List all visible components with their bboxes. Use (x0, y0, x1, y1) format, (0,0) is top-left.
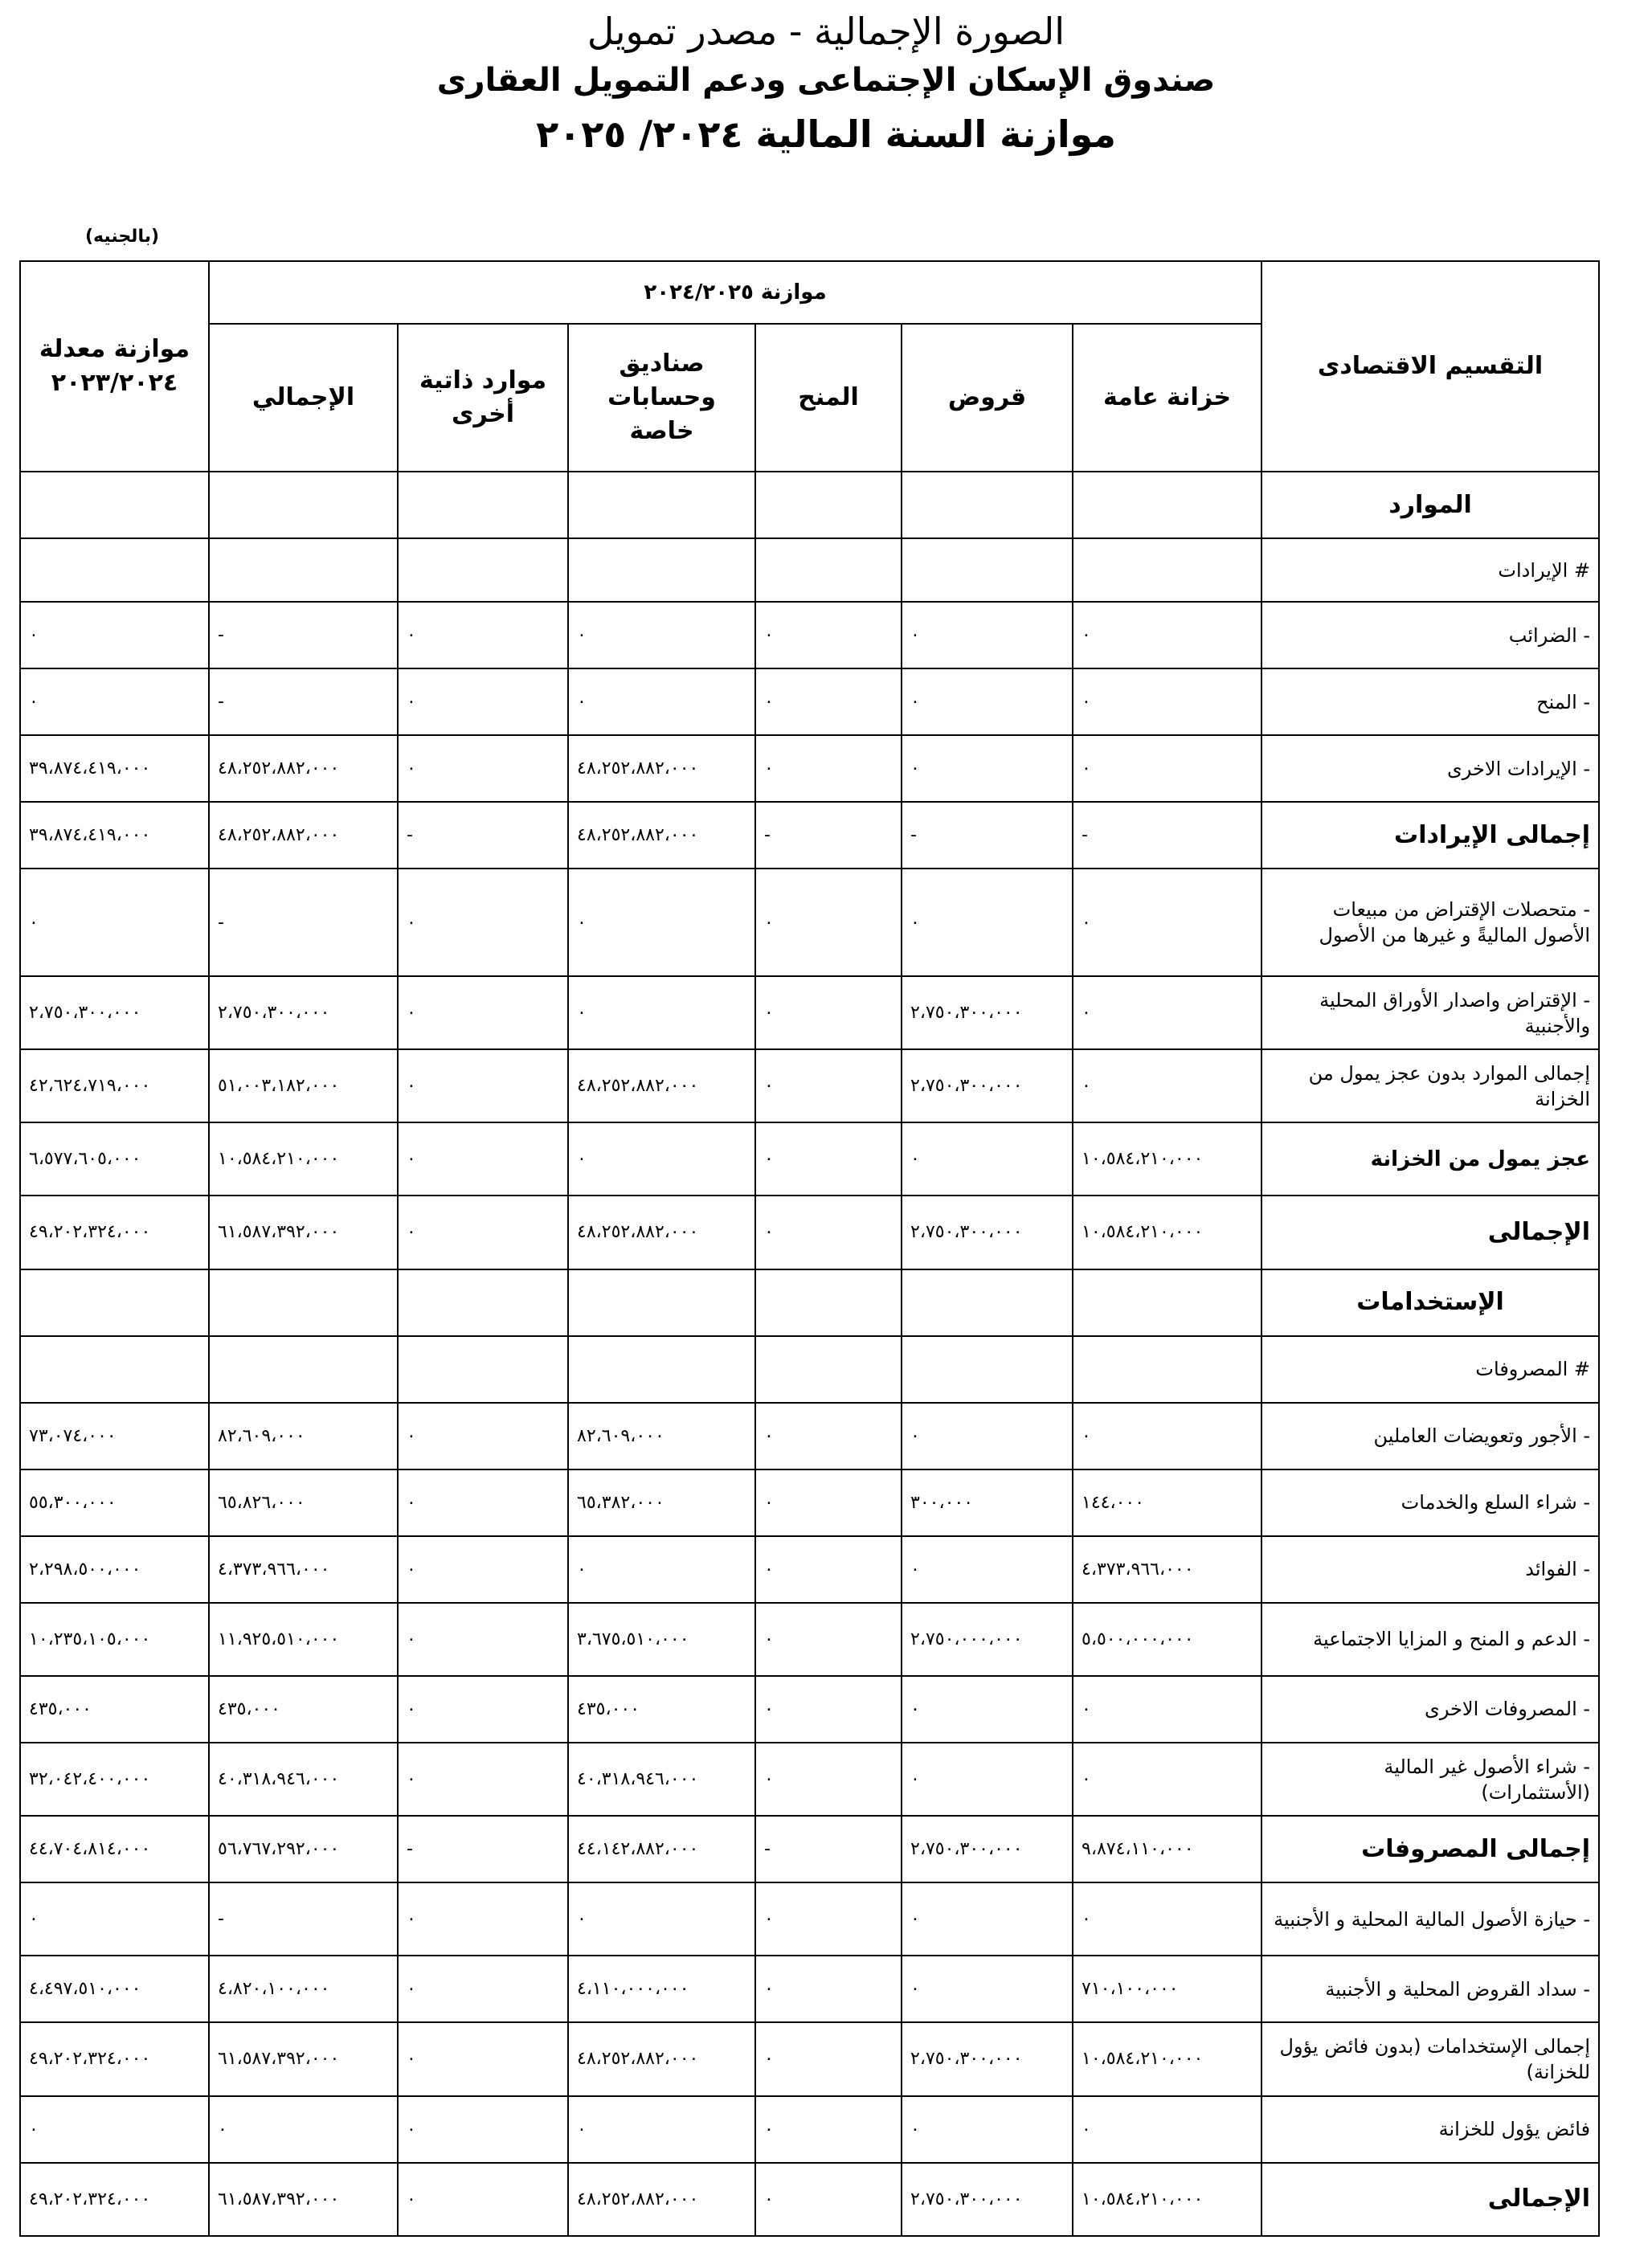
value-cell: ٢،٧٥٠،٣٠٠،٠٠٠ (902, 1049, 1073, 1122)
table-row (20, 1956, 1599, 2022)
value-cell (20, 472, 209, 538)
value-cell (755, 1336, 902, 1403)
table-row (20, 2163, 1599, 2236)
value-cell: ٤٨،٢٥٢،٨٨٢،٠٠٠ (568, 1049, 755, 1122)
value-cell: ٤٢،٦٢٤،٧١٩،٠٠٠ (20, 1049, 209, 1122)
header-total: الإجمالي (209, 324, 398, 472)
value-cell: ٠ (568, 2096, 755, 2163)
value-cell (755, 472, 902, 538)
value-cell: ٢،٢٩٨،٥٠٠،٠٠٠ (20, 1536, 209, 1603)
value-cell: ٠ (568, 668, 755, 735)
value-cell: ٠ (398, 1536, 568, 1603)
value-cell: ٠ (398, 1882, 568, 1956)
value-cell: ٤٨،٢٥٢،٨٨٢،٠٠٠ (568, 735, 755, 802)
value-cell: ٩،٨٧٤،١١٠،٠٠٠ (1073, 1816, 1261, 1882)
value-cell: ٠ (398, 1743, 568, 1816)
row-label: - المصروفات الاخرى (1261, 1676, 1599, 1743)
value-cell: ٠ (398, 2096, 568, 2163)
value-cell: ٠ (398, 1676, 568, 1743)
title-line-2: صندوق الإسكان الإجتماعى ودعم التمويل العقارى (436, 62, 1216, 99)
row-label: - الضرائب (1261, 602, 1599, 668)
value-cell: ٠ (902, 1536, 1073, 1603)
row-label: الإستخدامات (1261, 1269, 1599, 1336)
value-cell: ٠ (755, 1676, 902, 1743)
value-cell: ٠ (398, 1196, 568, 1269)
row-label: - شراء السلع والخدمات (1261, 1469, 1599, 1536)
value-cell: ٠ (1073, 668, 1261, 735)
value-cell: ١٠،٥٨٤،٢١٠،٠٠٠ (1073, 2022, 1261, 2095)
value-cell: ٢،٧٥٠،٣٠٠،٠٠٠ (209, 976, 398, 1049)
value-cell (209, 1269, 398, 1336)
value-cell: ٠ (20, 1882, 209, 1956)
row-label: إجمالى المصروفات (1261, 1816, 1599, 1882)
value-cell (1073, 1269, 1261, 1336)
value-cell: ٦٥،٣٨٢،٠٠٠ (568, 1469, 755, 1536)
value-cell: ٠ (398, 2163, 568, 2236)
value-cell: ٦١،٥٨٧،٣٩٢،٠٠٠ (209, 1196, 398, 1269)
value-cell: ٠ (398, 1122, 568, 1196)
header-general-treasury: خزانة عامة (1073, 324, 1261, 472)
value-cell (1073, 472, 1261, 538)
table-row (20, 668, 1599, 735)
table-row (20, 1676, 1599, 1743)
value-cell: ٠ (568, 976, 755, 1049)
value-cell: ٠ (1073, 976, 1261, 1049)
value-cell: ٤٤،١٤٢،٨٨٢،٠٠٠ (568, 1816, 755, 1882)
value-cell: ٦١،٥٨٧،٣٩٢،٠٠٠ (209, 2163, 398, 2236)
value-cell: ٠ (755, 668, 902, 735)
table-row (20, 1816, 1599, 1882)
value-cell (398, 538, 568, 602)
value-cell: ٠ (755, 2022, 902, 2095)
value-cell: ٢،٧٥٠،٣٠٠،٠٠٠ (902, 1196, 1073, 1269)
value-cell: ١٠،٥٨٤،٢١٠،٠٠٠ (1073, 2163, 1261, 2236)
table-row (20, 1536, 1599, 1603)
row-label: - الدعم و المنح و المزايا الاجتماعية (1261, 1603, 1599, 1676)
value-cell: ٠ (902, 1403, 1073, 1469)
value-cell: ١٠،٥٨٤،٢١٠،٠٠٠ (1073, 1196, 1261, 1269)
value-cell: ٠ (20, 668, 209, 735)
document-title (0, 6, 1652, 164)
row-label: # الإيرادات (1261, 538, 1599, 602)
value-cell: ٤،١١٠،٠٠٠،٠٠٠ (568, 1956, 755, 2022)
table-row (20, 1743, 1599, 1816)
value-cell (20, 1336, 209, 1403)
row-label: الإجمالى (1261, 2163, 1599, 2236)
row-label: - متحصلات الإقتراض من مبيعات الأصول الماليةً و غيرها من الأصول (1261, 869, 1599, 976)
title-line-3: موازنة السنة المالية ٢٠٢٤/ ٢٠٢٥ (536, 112, 1116, 156)
table-row (20, 2096, 1599, 2163)
value-cell: ٠ (902, 1956, 1073, 2022)
value-cell (902, 472, 1073, 538)
value-cell: ٠ (398, 735, 568, 802)
value-cell (568, 472, 755, 538)
header-funds: صناديق وحسابات خاصة (568, 324, 755, 472)
value-cell: ٠ (20, 2096, 209, 2163)
value-cell: ٤٨،٢٥٢،٨٨٢،٠٠٠ (209, 802, 398, 869)
value-cell: ٠ (1073, 1676, 1261, 1743)
budget-table (19, 260, 1600, 2237)
value-cell: ٠ (755, 602, 902, 668)
title-line-1: الصورة الإجمالية - مصدر تمويل (587, 10, 1065, 53)
table-row (20, 538, 1599, 602)
value-cell: - (398, 802, 568, 869)
header-loans: قروض (902, 324, 1073, 472)
table-row (20, 1049, 1599, 1122)
value-cell (1073, 538, 1261, 602)
value-cell (568, 1336, 755, 1403)
value-cell: ٠ (398, 2022, 568, 2095)
value-cell: ٤٣٥،٠٠٠ (20, 1676, 209, 1743)
value-cell (902, 538, 1073, 602)
value-cell: ٦،٥٧٧،٦٠٥،٠٠٠ (20, 1122, 209, 1196)
row-label: - سداد القروض المحلية و الأجنبية (1261, 1956, 1599, 2022)
value-cell: ٢،٧٥٠،٠٠٠،٠٠٠ (902, 1603, 1073, 1676)
value-cell: ٠ (20, 869, 209, 976)
value-cell (20, 538, 209, 602)
value-cell: ٠ (755, 1469, 902, 1536)
value-cell: ٠ (568, 602, 755, 668)
value-cell (398, 472, 568, 538)
table-row (20, 2022, 1599, 2095)
value-cell (209, 472, 398, 538)
value-cell: ٨٢،٦٠٩،٠٠٠ (209, 1403, 398, 1469)
table-row (20, 1403, 1599, 1469)
value-cell: ٦٥،٨٢٦،٠٠٠ (209, 1469, 398, 1536)
value-cell: ٠ (398, 1956, 568, 2022)
value-cell: ٢،٧٥٠،٣٠٠،٠٠٠ (902, 976, 1073, 1049)
value-cell: ١١،٩٢٥،٥١٠،٠٠٠ (209, 1603, 398, 1676)
value-cell: ٠ (1073, 1743, 1261, 1816)
value-cell: ٠ (398, 1603, 568, 1676)
value-cell: ٠ (398, 668, 568, 735)
value-cell (755, 538, 902, 602)
value-cell: ٤٨،٢٥٢،٨٨٢،٠٠٠ (568, 2163, 755, 2236)
value-cell: ٠ (755, 2096, 902, 2163)
value-cell: ٠ (755, 1196, 902, 1269)
table-row (20, 1882, 1599, 1956)
value-cell: - (209, 869, 398, 976)
value-cell: ٢،٧٥٠،٣٠٠،٠٠٠ (902, 2163, 1073, 2236)
header-revised-budget: موازنة معدلة ٢٠٢٣/٢٠٢٤ (20, 261, 209, 472)
value-cell: ٤٨،٢٥٢،٨٨٢،٠٠٠ (209, 735, 398, 802)
value-cell: ٠ (1073, 735, 1261, 802)
value-cell: ٤٩،٢٠٢،٣٢٤،٠٠٠ (20, 2163, 209, 2236)
value-cell: - (209, 668, 398, 735)
value-cell: ٢،٧٥٠،٣٠٠،٠٠٠ (902, 1816, 1073, 1882)
table-row (20, 1196, 1599, 1269)
value-cell: ٢،٧٥٠،٣٠٠،٠٠٠ (902, 2022, 1073, 2095)
value-cell: ٠ (1073, 1882, 1261, 1956)
value-cell: ٠ (568, 1536, 755, 1603)
value-cell: ٨٢،٦٠٩،٠٠٠ (568, 1403, 755, 1469)
row-label: إجمالى الإستخدامات (بدون فائض يؤول للخزانة) (1261, 2022, 1599, 2095)
table-row (20, 1336, 1599, 1403)
value-cell: ٠ (755, 735, 902, 802)
table-row (20, 472, 1599, 538)
value-cell: ٤٩،٢٠٢،٣٢٤،٠٠٠ (20, 2022, 209, 2095)
value-cell: ٠ (755, 976, 902, 1049)
value-cell: ٠ (1073, 1049, 1261, 1122)
row-label: الموارد (1261, 472, 1599, 538)
row-label: فائض يؤول للخزانة (1261, 2096, 1599, 2163)
value-cell: ٠ (902, 1122, 1073, 1196)
value-cell: ٣،٦٧٥،٥١٠،٠٠٠ (568, 1603, 755, 1676)
value-cell: ٠ (755, 1536, 902, 1603)
value-cell: ٤،٤٩٧،٥١٠،٠٠٠ (20, 1956, 209, 2022)
value-cell: ٠ (902, 2096, 1073, 2163)
header-own-resources: موارد ذاتية أخرى (398, 324, 568, 472)
value-cell (902, 1269, 1073, 1336)
table-row (20, 802, 1599, 869)
value-cell: ٤،٨٢٠،١٠٠،٠٠٠ (209, 1956, 398, 2022)
value-cell: ٤٨،٢٥٢،٨٨٢،٠٠٠ (568, 2022, 755, 2095)
value-cell (902, 1336, 1073, 1403)
value-cell: ٤٩،٢٠٢،٣٢٤،٠٠٠ (20, 1196, 209, 1269)
value-cell: ٤٨،٢٥٢،٨٨٢،٠٠٠ (568, 802, 755, 869)
value-cell: ٠ (1073, 2096, 1261, 2163)
table-row (20, 602, 1599, 668)
value-cell: ٠ (755, 1743, 902, 1816)
value-cell: ٠ (755, 869, 902, 976)
value-cell: ٦١،٥٨٧،٣٩٢،٠٠٠ (209, 2022, 398, 2095)
value-cell: ١٠،٢٣٥،١٠٥،٠٠٠ (20, 1603, 209, 1676)
currency-unit-note: (بالجنيه) (84, 227, 160, 247)
value-cell: ٠ (755, 1956, 902, 2022)
value-cell: - (209, 1882, 398, 1956)
value-cell: ٣٢،٠٤٢،٤٠٠،٠٠٠ (20, 1743, 209, 1816)
value-cell: ٠ (568, 1122, 755, 1196)
row-label: - المنح (1261, 668, 1599, 735)
value-cell: ٤٠،٣١٨،٩٤٦،٠٠٠ (209, 1743, 398, 1816)
value-cell: ٠ (902, 602, 1073, 668)
value-cell: ٥،٥٠٠،٠٠٠،٠٠٠ (1073, 1603, 1261, 1676)
row-label: عجز يمول من الخزانة (1261, 1122, 1599, 1196)
table-row (20, 1269, 1599, 1336)
value-cell: ٥٦،٧٦٧،٢٩٢،٠٠٠ (209, 1816, 398, 1882)
value-cell (568, 538, 755, 602)
value-cell: ٠ (755, 2163, 902, 2236)
value-cell: ٧١٠،١٠٠،٠٠٠ (1073, 1956, 1261, 2022)
value-cell: ٠ (398, 1049, 568, 1122)
value-cell: ٠ (568, 869, 755, 976)
value-cell: ٤٤،٧٠٤،٨١٤،٠٠٠ (20, 1816, 209, 1882)
value-cell (20, 1269, 209, 1336)
value-cell: ١٠،٥٨٤،٢١٠،٠٠٠ (1073, 1122, 1261, 1196)
header-classification: التقسيم الاقتصادى (1261, 261, 1599, 472)
value-cell: ٣٠٠،٠٠٠ (902, 1469, 1073, 1536)
value-cell: ٠ (398, 976, 568, 1049)
row-label: الإجمالى (1261, 1196, 1599, 1269)
value-cell: ٠ (398, 1469, 568, 1536)
value-cell: ٠ (209, 2096, 398, 2163)
value-cell: ٤،٣٧٣،٩٦٦،٠٠٠ (209, 1536, 398, 1603)
header-grants: المنح (755, 324, 902, 472)
value-cell: ٠ (902, 869, 1073, 976)
value-cell: ٠ (902, 735, 1073, 802)
value-cell: ٤٣٥،٠٠٠ (209, 1676, 398, 1743)
value-cell: ٠ (568, 1882, 755, 1956)
value-cell: ٤٨،٢٥٢،٨٨٢،٠٠٠ (568, 1196, 755, 1269)
table-row (20, 869, 1599, 976)
row-label: - الفوائد (1261, 1536, 1599, 1603)
value-cell: ٠ (1073, 602, 1261, 668)
value-cell: ٠ (755, 1049, 902, 1122)
value-cell: ٠ (1073, 1403, 1261, 1469)
value-cell: ٠ (398, 602, 568, 668)
value-cell: ٤٣٥،٠٠٠ (568, 1676, 755, 1743)
table-row (20, 976, 1599, 1049)
value-cell: ٣٩،٨٧٤،٤١٩،٠٠٠ (20, 735, 209, 802)
table-row (20, 1122, 1599, 1196)
value-cell: - (902, 802, 1073, 869)
table-row (20, 1469, 1599, 1536)
value-cell: ١٠،٥٨٤،٢١٠،٠٠٠ (209, 1122, 398, 1196)
value-cell: ٠ (902, 1743, 1073, 1816)
value-cell (398, 1269, 568, 1336)
value-cell: ١٤٤،٠٠٠ (1073, 1469, 1261, 1536)
value-cell: ٠ (1073, 869, 1261, 976)
value-cell: ٠ (755, 1882, 902, 1956)
value-cell: ٤٠،٣١٨،٩٤٦،٠٠٠ (568, 1743, 755, 1816)
table-row (20, 735, 1599, 802)
value-cell: ٤،٣٧٣،٩٦٦،٠٠٠ (1073, 1536, 1261, 1603)
row-label: - الإيرادات الاخرى (1261, 735, 1599, 802)
value-cell: ٠ (20, 602, 209, 668)
value-cell: - (398, 1816, 568, 1882)
value-cell (755, 1269, 902, 1336)
value-cell: ٠ (902, 668, 1073, 735)
value-cell: ٠ (398, 1403, 568, 1469)
row-label: إجمالى الموارد بدون عجز يمول من الخزانة (1261, 1049, 1599, 1122)
value-cell: ٠ (398, 869, 568, 976)
value-cell (398, 1336, 568, 1403)
row-label: - الإقتراض واصدار الأوراق المحلية والأجنبية (1261, 976, 1599, 1049)
value-cell: ٠ (902, 1882, 1073, 1956)
value-cell: ٧٣،٠٧٤،٠٠٠ (20, 1403, 209, 1469)
row-label: - شراء الأصول غير المالية (الأستثمارات) (1261, 1743, 1599, 1816)
value-cell: ٥٥،٣٠٠،٠٠٠ (20, 1469, 209, 1536)
budget-table-body (20, 472, 1599, 2236)
value-cell: ٠ (755, 1122, 902, 1196)
value-cell (209, 538, 398, 602)
value-cell: ٠ (755, 1403, 902, 1469)
value-cell: ٠ (755, 1603, 902, 1676)
row-label: - الأجور وتعويضات العاملين (1261, 1403, 1599, 1469)
header-budget-group: موازنة ٢٠٢٤/٢٠٢٥ (209, 261, 1261, 324)
value-cell: - (755, 1816, 902, 1882)
value-cell (568, 1269, 755, 1336)
row-label: إجمالى الإيرادات (1261, 802, 1599, 869)
value-cell: ٥١،٠٠٣،١٨٢،٠٠٠ (209, 1049, 398, 1122)
value-cell: ٢،٧٥٠،٣٠٠،٠٠٠ (20, 976, 209, 1049)
value-cell (1073, 1336, 1261, 1403)
value-cell (209, 1336, 398, 1403)
value-cell: ٣٩،٨٧٤،٤١٩،٠٠٠ (20, 802, 209, 869)
value-cell: - (1073, 802, 1261, 869)
table-row (20, 1603, 1599, 1676)
value-cell: ٠ (902, 1676, 1073, 1743)
value-cell: - (209, 602, 398, 668)
value-cell: - (755, 802, 902, 869)
row-label: # المصروفات (1261, 1336, 1599, 1403)
row-label: - حيازة الأصول المالية المحلية و الأجنبية (1261, 1882, 1599, 1956)
